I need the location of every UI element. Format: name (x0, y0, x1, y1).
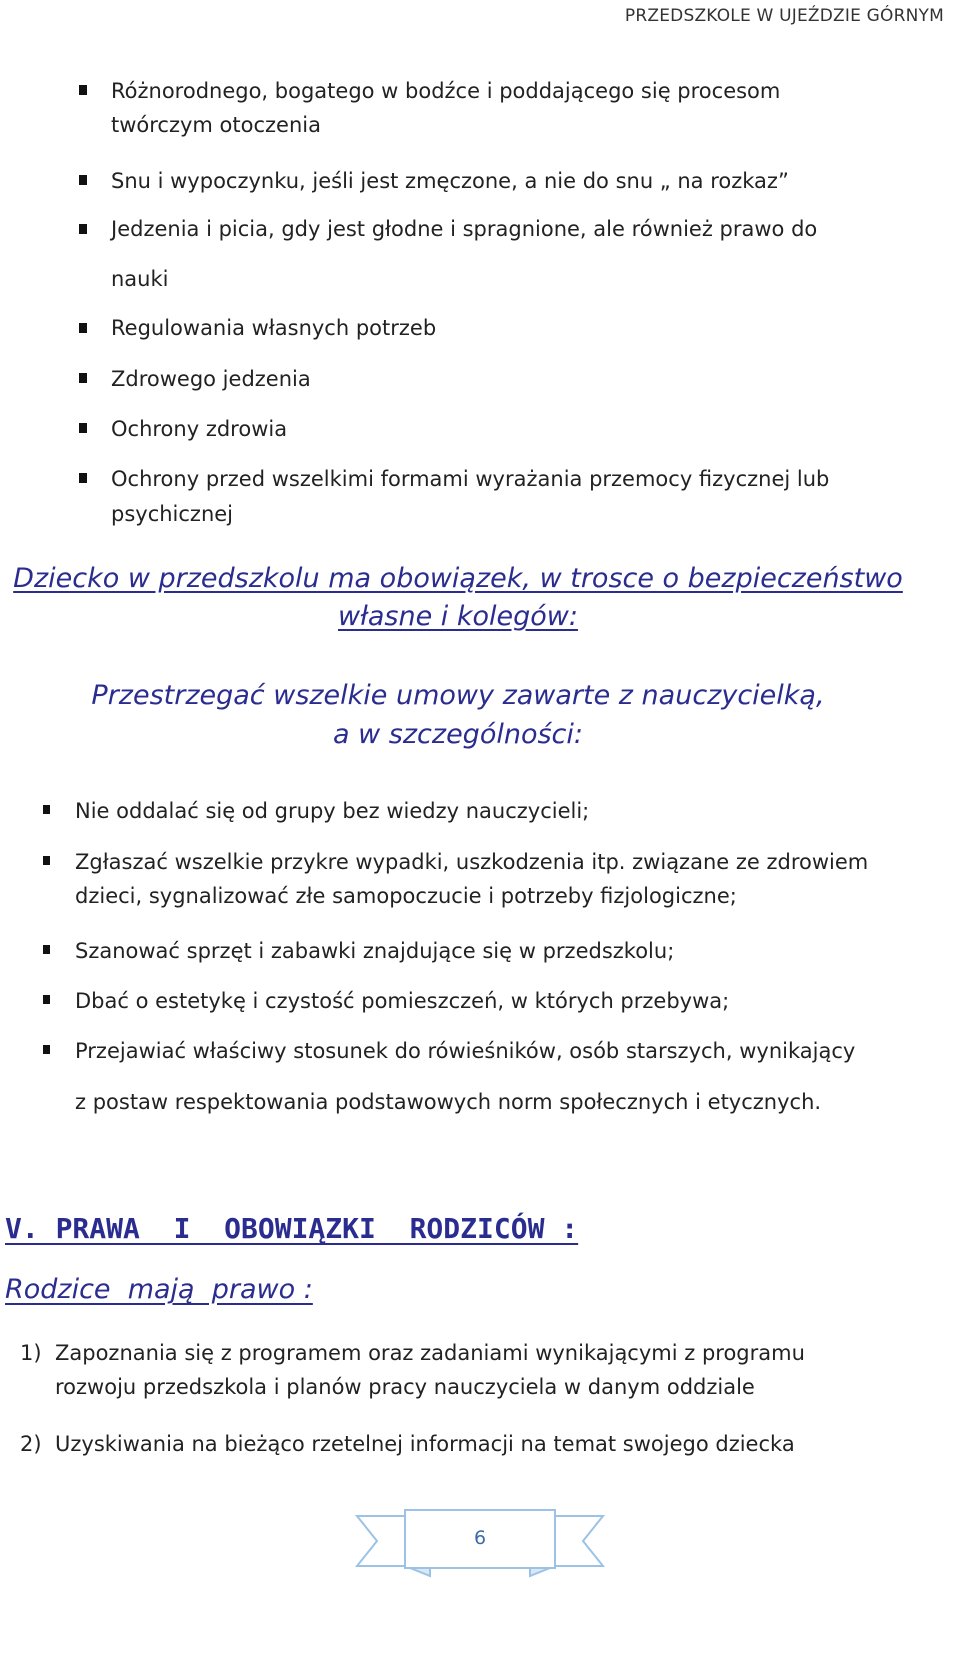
page-number: 6 (473, 1527, 487, 1549)
list-item-continuation: dzieci, sygnalizować złe samopoczucie i potrzeby fizjologiczne; (75, 884, 737, 908)
list-item-continuation: psychicznej (111, 502, 234, 526)
list-item: Zgłaszać wszelkie przykre wypadki, uszkodzenia itp. związane ze zdrowiem (75, 850, 869, 874)
list-item: Przejawiać właściwy stosunek do rówieśników, osób starszych, wynikający (75, 1039, 856, 1063)
list-item-continuation: z postaw respektowania podstawowych norm społecznych i etycznych. (75, 1090, 822, 1114)
bullet-icon (79, 85, 87, 95)
page-header: PRZEDSZKOLE W UJEŹDZIE GÓRNYM (624, 6, 944, 26)
list-item-continuation: rozwoju przedszkola i planów pracy nauczyciela w danym oddziale (55, 1375, 755, 1399)
list-item: Zdrowego jedzenia (111, 367, 311, 391)
list-item: Szanować sprzęt i zabawki znajdujące się w przedszkolu; (75, 939, 675, 963)
bullet-icon (79, 373, 87, 383)
list-item: Ochrony przed wszelkimi formami wyrażania przemocy fizycznej lub (111, 467, 830, 491)
list-item: Regulowania własnych potrzeb (111, 316, 437, 340)
list-item: Jedzenia i picia, gdy jest głodne i spragnione, ale również prawo do (111, 217, 818, 241)
list-item: Dbać o estetykę i czystość pomieszczeń, w których przebywa; (75, 989, 730, 1013)
list-number: 2) (20, 1432, 42, 1456)
bullet-icon (79, 175, 87, 185)
list-item: Różnorodnego, bogatego w bodźce i poddającego się procesom (111, 79, 781, 103)
list-item: Snu i wypoczynku, jeśli jest zmęczone, a nie do snu „ na rozkaz” (111, 169, 789, 193)
list-item: Uzyskiwania na bieżąco rzetelnej informacji na temat swojego dziecka (55, 1432, 795, 1456)
bullet-icon (43, 995, 50, 1004)
bullet-icon (43, 945, 50, 954)
list-item: Nie oddalać się od grupy bez wiedzy nauczycieli; (75, 799, 590, 823)
bullet-icon (43, 856, 50, 865)
duty-heading: Dziecko w przedszkolu ma obowiązek, w trosce o bezpieczeństwo (13, 563, 903, 594)
bullet-icon (43, 1045, 50, 1054)
bullet-icon (79, 224, 87, 234)
list-number: 1) (20, 1341, 42, 1365)
list-item-continuation: nauki (111, 267, 169, 291)
bullet-icon (79, 423, 87, 433)
bullet-icon (79, 323, 87, 333)
rules-heading: Przestrzegać wszelkie umowy zawarte z nauczycielką, (91, 680, 825, 711)
duty-heading-continuation: własne i kolegów: (338, 601, 578, 632)
list-item: Ochrony zdrowia (111, 417, 288, 441)
rules-heading-continuation: a w szczególności: (333, 719, 583, 750)
list-item: Zapoznania się z programem oraz zadaniami wynikającymi z programu (55, 1341, 805, 1365)
bullet-icon (43, 805, 50, 814)
bullet-icon (79, 473, 87, 483)
section-title: V. PRAWA I OBOWIĄZKI RODZICÓW : (5, 1212, 579, 1245)
section-subtitle: Rodzice mają prawo : (5, 1274, 313, 1305)
list-item-continuation: twórczym otoczenia (111, 113, 321, 137)
